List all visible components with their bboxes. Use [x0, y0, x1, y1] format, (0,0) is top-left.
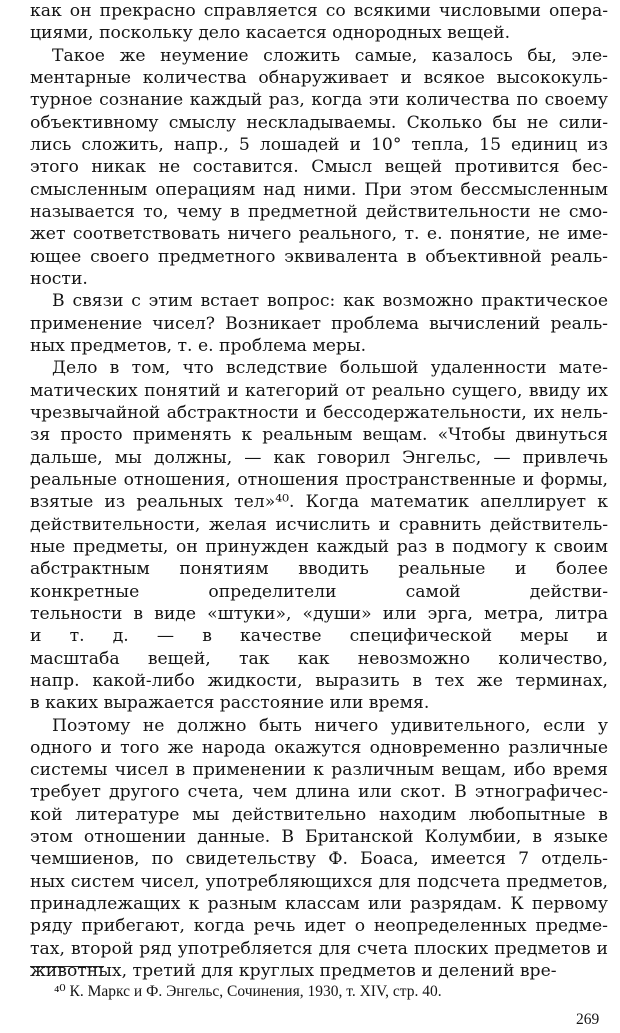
text-line: тах, второй ряд употребляется для счета плоских предметов и	[30, 938, 608, 959]
text-line: ряду прибегают, когда речь идет о неопределенных предме-	[30, 916, 608, 937]
footnote-text: К. Маркс и Ф. Энгельс, Сочинения, 1930, т. XIV, стр. 40.	[69, 983, 442, 1000]
text-line: одного и того же народа окажутся одновременно различные	[30, 737, 608, 758]
text-line: чрезвычайной абстрактности и бессодержательности, их нель-	[30, 402, 608, 423]
text-line: циями, поскольку дело касается однородных вещей.	[30, 23, 511, 44]
text-line: этого никак не составится. Смысл вещей противится бес-	[30, 157, 608, 178]
text-line: Дело в том, что вследствие большой удаленности мате-	[52, 358, 608, 379]
text-line: в каких выражается расстояние или время.	[30, 693, 430, 714]
paragraph	[30, 290, 608, 357]
text-line: Такое же неумение сложить самые, казалось бы, эле-	[52, 45, 608, 66]
text-line: В связи с этим встает вопрос: как возможно практическое	[52, 291, 608, 312]
text-line: животных, третий для круглых предметов и делений вре-	[30, 961, 557, 982]
footnote-divider	[30, 966, 104, 967]
text-line: и т. д. — в качестве специфической меры и	[30, 626, 608, 647]
paragraph	[30, 715, 608, 983]
text-line: ные предметы, он принужден каждый раз в подмогу к своим	[30, 536, 608, 557]
text-line: жет соответствовать ничего реального, т. е. понятие, не име-	[30, 224, 608, 245]
text-line: взятые из реальных тел»⁴⁰. Когда математик апеллирует к	[30, 492, 608, 513]
text-line: напр. какой-либо жидкости, выразить в тех же терминах,	[30, 670, 608, 691]
text-line: этом отношении данные. В Британской Колумбии, в языке	[30, 827, 608, 848]
text-line: матических понятий и категорий от реально сущего, ввиду их	[30, 380, 608, 401]
paragraph	[30, 0, 608, 45]
text-line: ющее своего предметного эквивалента в объективной реаль-	[30, 246, 608, 267]
text-line: объективному смыслу нескладываемы. Сколько бы не сили-	[30, 112, 608, 133]
text-line: Поэтому не должно быть ничего удивительного, если у	[52, 715, 608, 736]
text-line: применение чисел? Возникает проблема вычислений реаль-	[30, 313, 608, 334]
text-line: зя просто применять к реальным вещам. «Чтобы двинуться	[30, 425, 608, 446]
text-line: конкретные определители самой действи-	[30, 581, 608, 602]
text-line: лись сложить, напр., 5 лошадей и 10° тепла, 15 единиц из	[30, 134, 608, 155]
text-line: системы чисел в применении к различным вещам, ибо время	[30, 760, 608, 781]
text-line: абстрактным понятиям вводить реальные и более	[30, 559, 608, 580]
page-number: 269	[576, 1011, 600, 1028]
text-line: ных систем чисел, употребляющихся для подсчета предметов,	[30, 871, 608, 892]
text-line: кой литературе мы действительно находим любопытные в	[30, 804, 608, 825]
text-line: реальные отношения, отношения пространственные и формы,	[30, 469, 608, 490]
page-body	[30, 0, 608, 982]
text-line: ментарные количества обнаруживает и всякое высококуль-	[30, 67, 608, 88]
footnote-marker: ⁴⁰	[54, 983, 66, 1000]
text-line: чемшиенов, по свидетельству Ф. Боаса, имеется 7 отдель-	[30, 849, 608, 870]
text-line: смысленным операциям над ними. При этом бессмысленным	[30, 179, 608, 200]
text-line: тельности в виде «штуки», «души» или эрга, метра, литра	[30, 603, 608, 624]
text-line: дальше, мы должны, — как говорил Энгельс, — привлечь	[30, 447, 608, 468]
text-line: называется то, чему в предметной действительности не смо-	[30, 201, 608, 222]
text-line: требует другого счета, чем длина или скот. В этнографичес-	[30, 782, 608, 803]
text-line: принадлежащих к разным классам или разрядам. К первому	[30, 894, 608, 915]
footnote	[54, 982, 614, 1002]
paragraph	[30, 357, 608, 714]
text-block	[30, 0, 608, 982]
text-line: ных предметов, т. е. проблема меры.	[30, 335, 367, 356]
text-line: турное сознание каждый раз, когда эти количества по своему	[30, 90, 608, 111]
text-line: масштаба вещей, так как невозможно количество,	[30, 648, 608, 669]
paragraph	[30, 45, 608, 291]
text-line: действительности, желая исчислить и сравнить действитель-	[30, 514, 608, 535]
text-line: как он прекрасно справляется со всякими числовыми опера-	[30, 1, 608, 21]
text-line: ности.	[30, 268, 88, 289]
